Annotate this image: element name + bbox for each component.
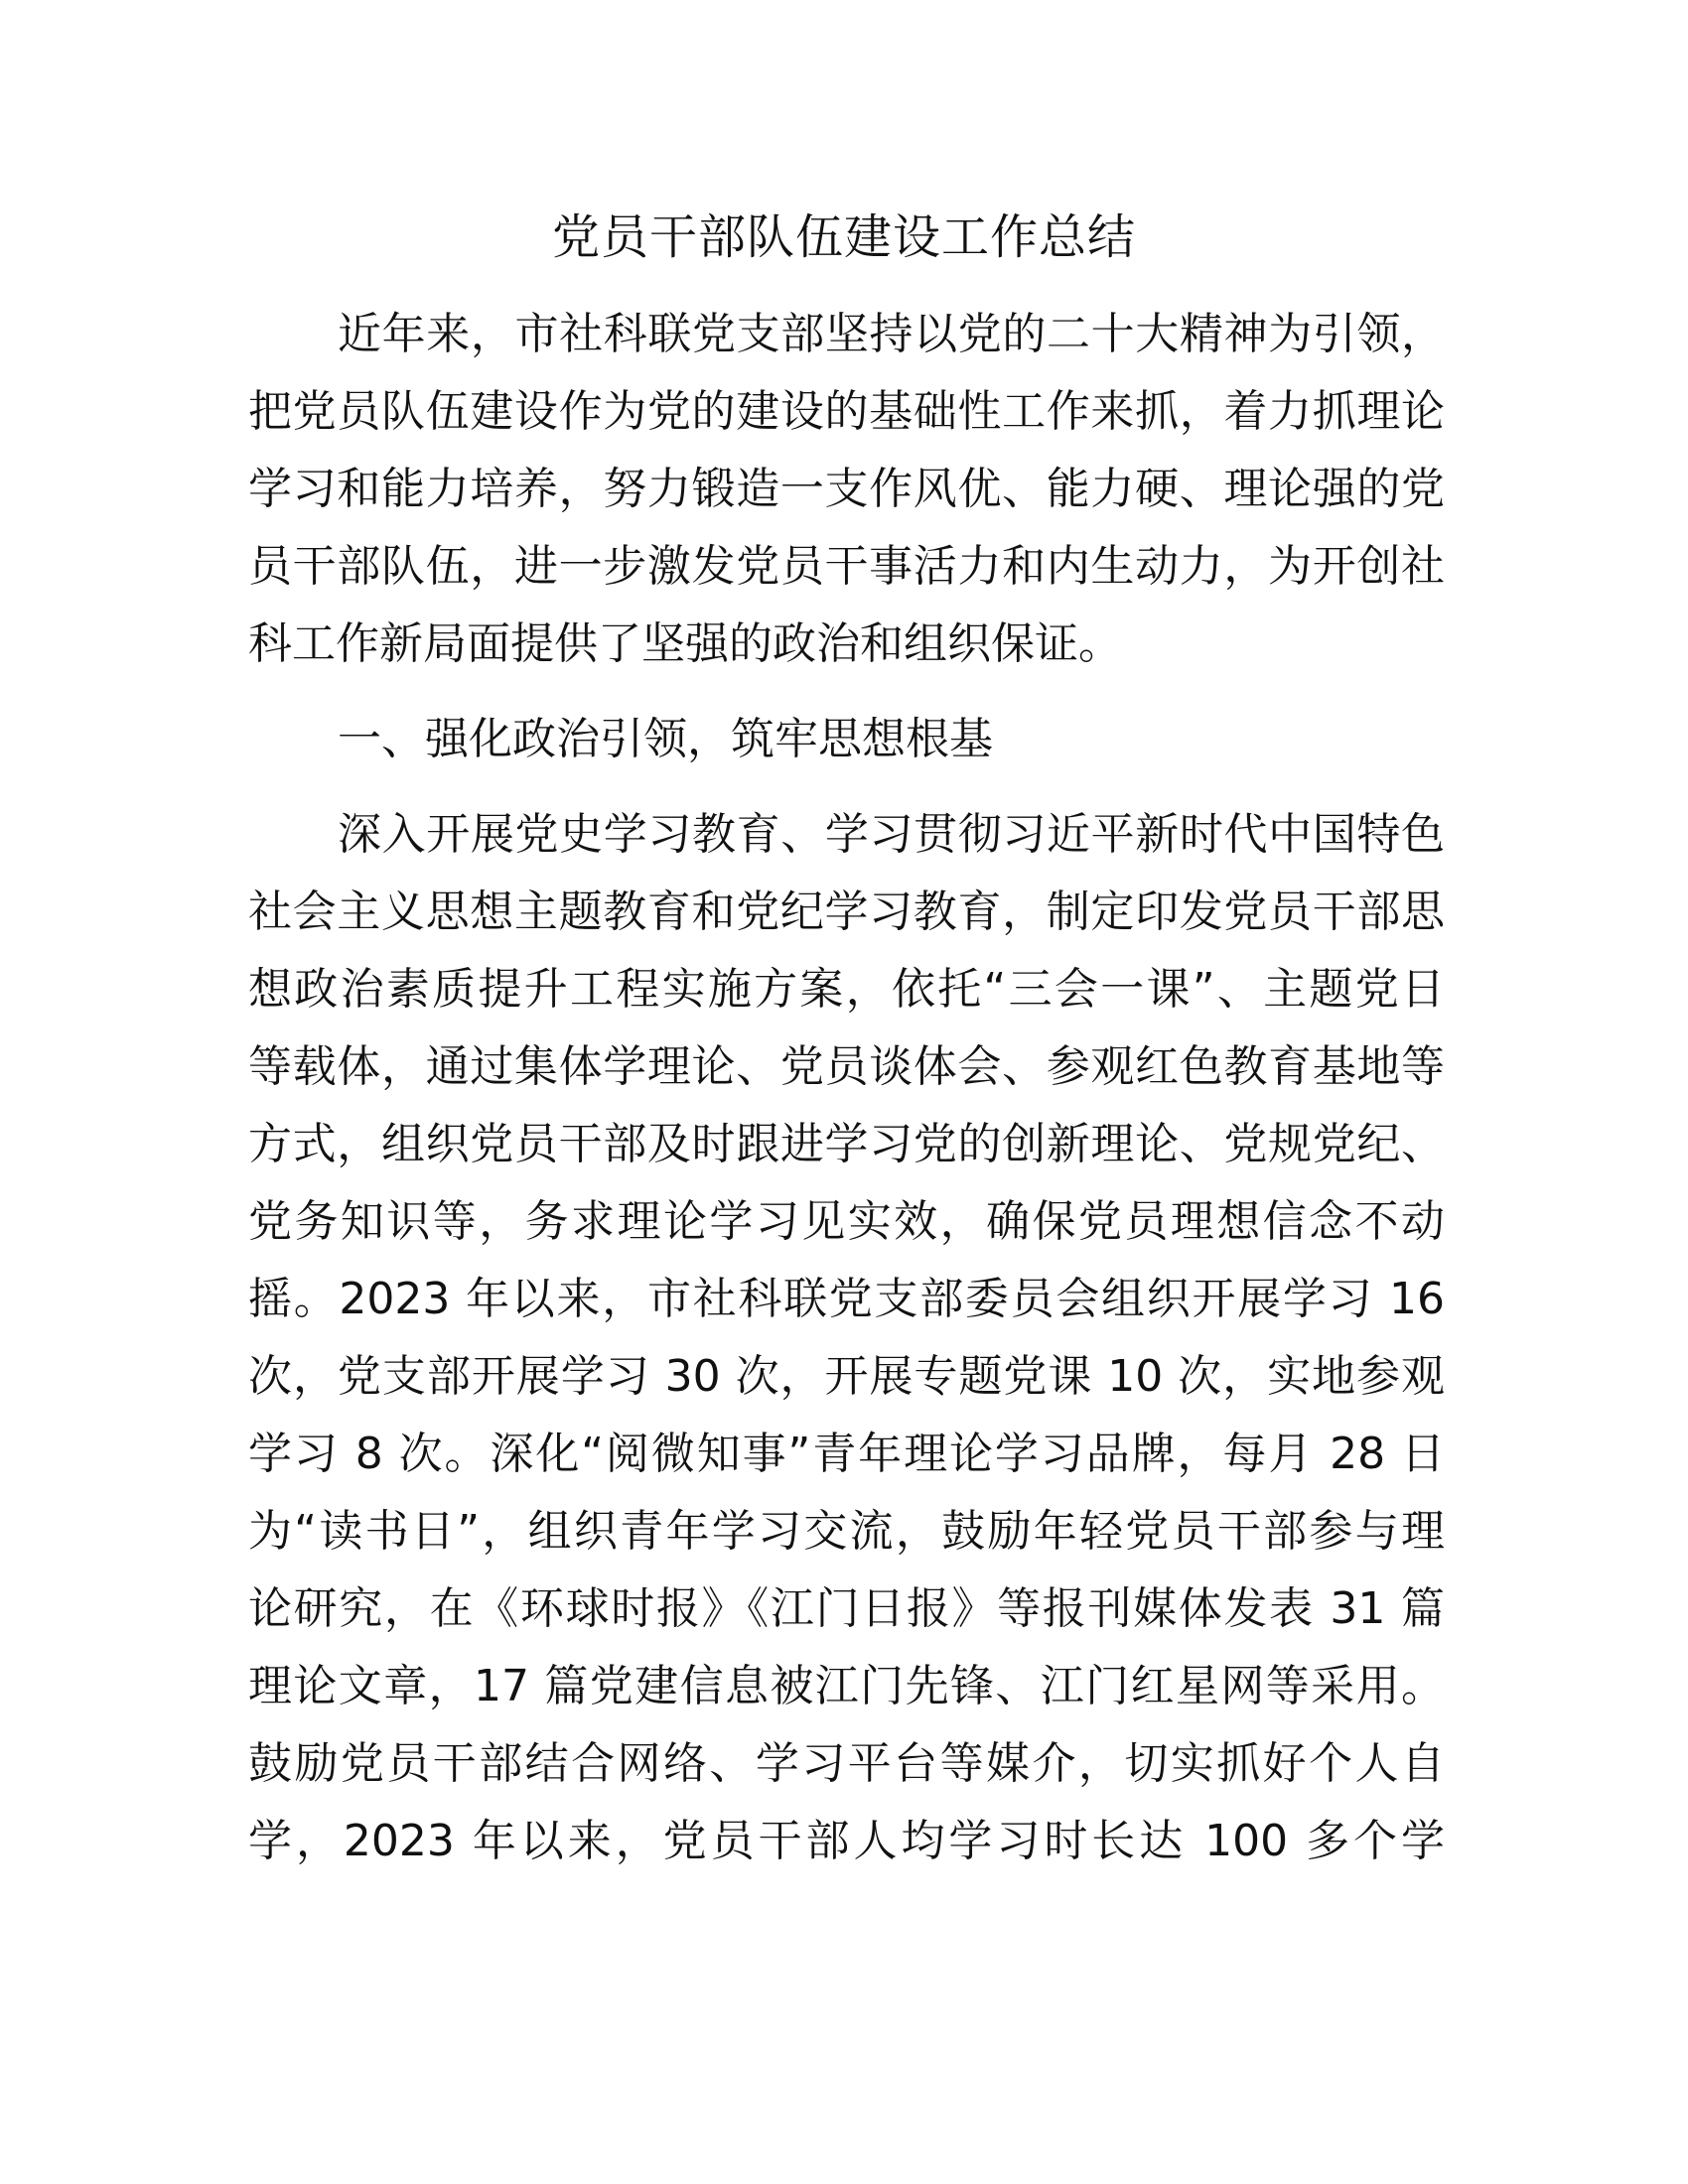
paragraph-line: 摇。2023 年以来，市社科联党支部委员会组织开展学习 16: [248, 1274, 1445, 1324]
paragraph-line: 把党员队伍建设作为党的建设的基础性工作来抓，着力抓理论: [248, 386, 1445, 437]
paragraph-line: 科工作新局面提供了坚强的政治和组织保证。: [248, 618, 1122, 669]
paragraph-line: 为“读书日”，组织青年学习交流，鼓励年轻党员干部参与理: [248, 1506, 1445, 1557]
paragraph-line: 论研究，在《环球时报》《江门日报》等报刊媒体发表 31 篇: [248, 1583, 1445, 1634]
paragraph-line: 学习和能力培养，努力锻造一支作风优、能力硬、理论强的党: [248, 464, 1445, 514]
paragraph-spacer: [248, 778, 1445, 796]
paragraph-intro: [248, 296, 1445, 683]
paragraph-line: 方式，组织党员干部及时跟进学习党的创新理论、党规党纪、: [248, 1119, 1445, 1169]
paragraph-line: 理论文章，17 篇党建信息被江门先锋、江门红星网等采用。: [248, 1661, 1445, 1711]
paragraph-line: 等载体，通过集体学理论、党员谈体会、参观红色教育基地等: [248, 1041, 1445, 1092]
paragraph-line: 学，2023 年以来，党员干部人均学习时长达 100 多个学: [248, 1816, 1445, 1866]
section-heading: 一、强化政治引领，筑牢思想根基: [338, 714, 993, 764]
document-title: 党员干部队伍建设工作总结: [551, 209, 1136, 265]
paragraph-line: 深入开展党史学习教育、学习贯彻习近平新时代中国特色: [338, 809, 1445, 860]
paragraph-line: 学习 8 次。深化“阅微知事”青年理论学习品牌，每月 28 日: [248, 1429, 1445, 1479]
paragraph-line: 鼓励党员干部结合网络、学习平台等媒介，切实抓好个人自: [248, 1738, 1445, 1789]
paragraph-line: 员干部队伍，进一步激发党员干事活力和内生动力，为开创社: [248, 541, 1445, 592]
paragraph-line: 社会主义思想主题教育和党纪学习教育，制定印发党员干部思: [248, 887, 1445, 937]
paragraph-line: 想政治素质提升工程实施方案，依托“三会一课”、主题党日: [248, 964, 1445, 1015]
paragraph-spacer: [248, 683, 1445, 701]
paragraph-line: 党务知识等，务求理论学习见实效，确保党员理想信念不动: [248, 1196, 1445, 1247]
paragraph-line: 次，党支部开展学习 30 次，开展专题党课 10 次，实地参观: [248, 1351, 1445, 1402]
paragraph-line: 近年来，市社科联党支部坚持以党的二十大精神为引领，: [338, 309, 1445, 359]
paragraph-section-one: [248, 796, 1445, 1880]
document-body: [248, 296, 1445, 1880]
